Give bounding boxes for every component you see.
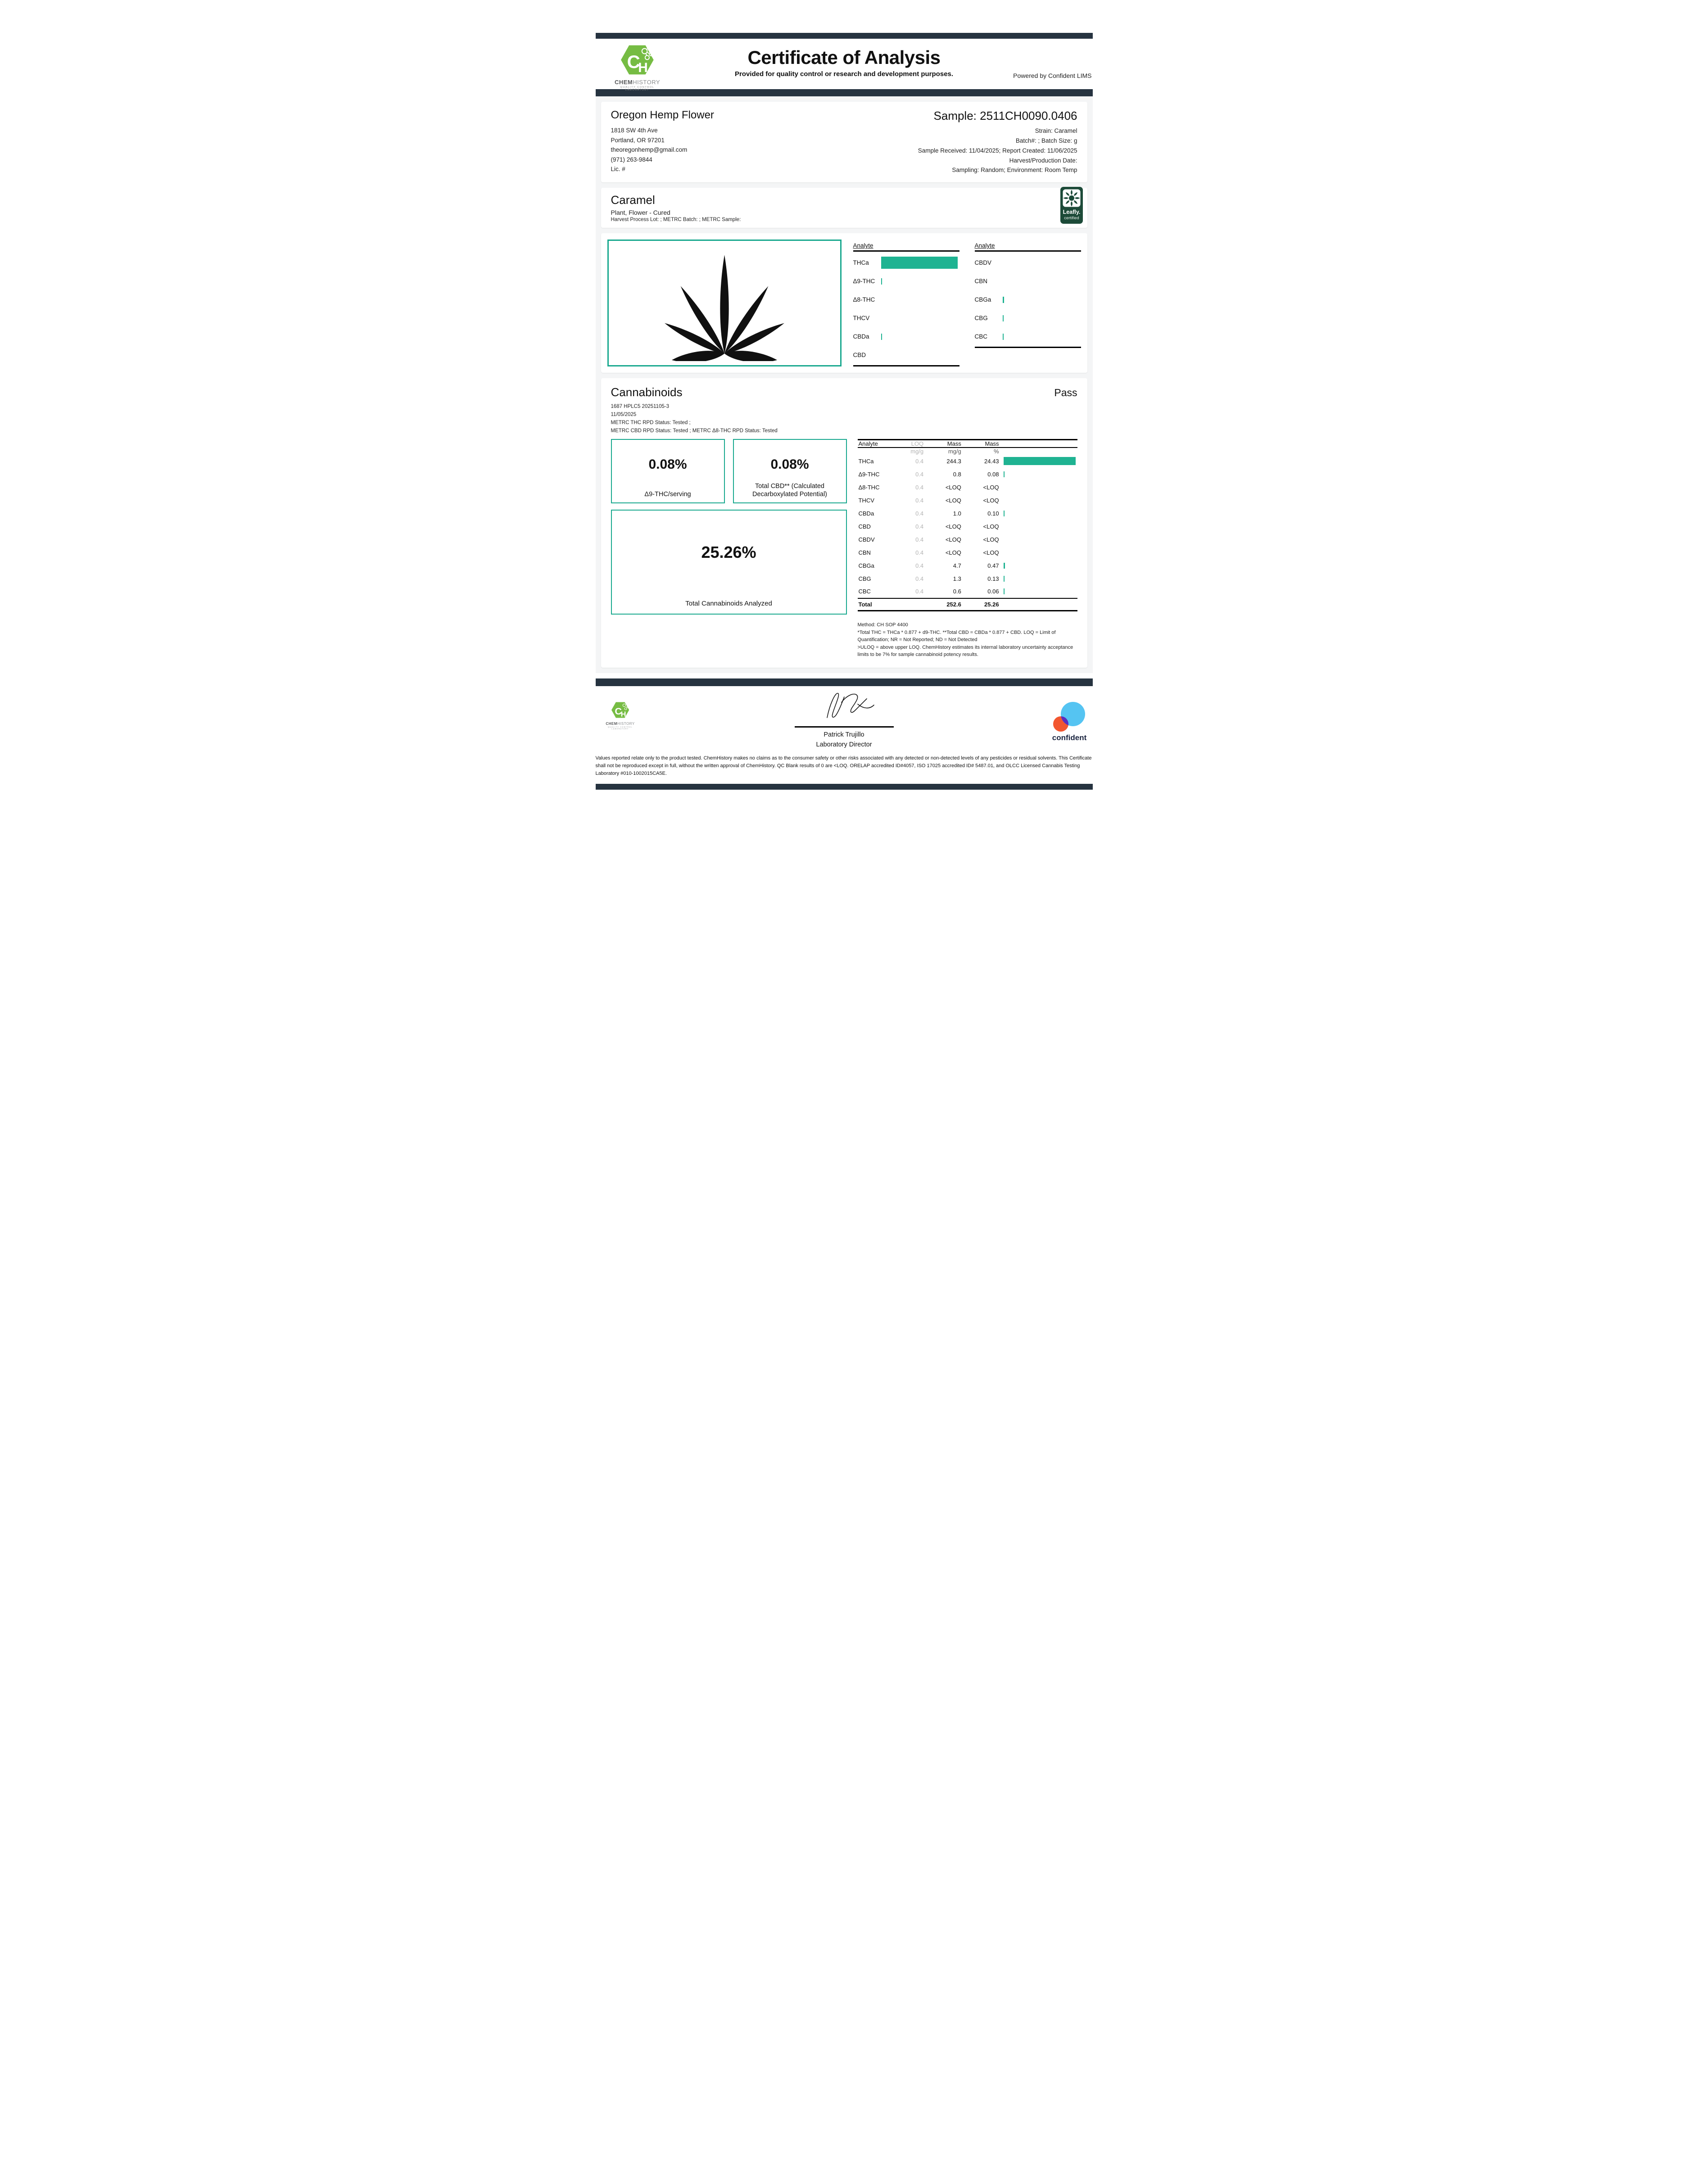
method-run-id: 1687 HPLC5 20251105-3 [611, 404, 670, 410]
analyte-label: CBC [974, 333, 988, 340]
cell-mass-pct: <LOQ [983, 536, 999, 543]
cell-loq: 0.4 [915, 562, 924, 569]
cell-mass-pct: 0.08 [987, 470, 999, 478]
overview-row [975, 290, 1081, 309]
footer-chemhistory-logo [596, 689, 695, 730]
overview-col-left [853, 242, 959, 366]
cannabinoid-table-rows [858, 455, 1077, 598]
stat-box-total-cbd [733, 439, 847, 503]
divider [975, 250, 1081, 252]
footer-tagline: QUALITY CONTROL LABORATORY [608, 726, 633, 730]
powered-by-label: Powered by Confident LIMS [1013, 72, 1092, 79]
stat-boxes [611, 439, 847, 659]
client-address-line2: Portland, OR 97201 [611, 136, 665, 144]
analyte-label: Δ9-THC [853, 278, 875, 285]
strain-name: Caramel [611, 193, 655, 207]
strain-card [601, 188, 1087, 228]
svg-text:C: C [614, 705, 622, 717]
col-header-mass-pct: Mass [962, 439, 1000, 448]
analyte-bar [881, 334, 882, 340]
confident-logo-text: confident [1052, 733, 1086, 742]
stat-value: 25.26% [701, 543, 756, 561]
method-note-line1: Method: CH SOP 4400 [857, 622, 908, 628]
analyte-bar [1003, 334, 1004, 340]
sample-strain: Strain: Caramel [1035, 127, 1077, 134]
cell-mass-mgg: 0.6 [953, 588, 961, 595]
analyte-label: CBN [974, 278, 988, 285]
cell-analyte: CBG [858, 575, 871, 582]
cell-mass-mgg: 244.3 [946, 457, 961, 465]
bottom-accent-bar [596, 784, 1093, 790]
cell-loq: 0.4 [915, 457, 924, 465]
col-header-mass-mgg: Mass [924, 439, 962, 448]
overview-row [853, 327, 959, 346]
analyte-bar [1004, 588, 1005, 594]
divider [975, 347, 1081, 348]
cell-mass-mgg: 1.0 [953, 510, 961, 517]
leafly-badge-line1: Leafly. [1063, 209, 1080, 216]
unit-mass-mgg: mg/g [948, 448, 961, 455]
leafly-leaf-icon [1063, 190, 1080, 207]
cell-analyte: CBN [858, 549, 871, 556]
cell-loq: 0.4 [915, 549, 924, 556]
chemhistory-logo [608, 44, 667, 91]
leafly-badge-line2: certified [1063, 216, 1079, 221]
cell-analyte: Δ8-THC [858, 484, 880, 491]
cannabinoids-status: Pass [1054, 387, 1077, 399]
total-mass-pct: 25.26 [962, 598, 1000, 611]
cell-analyte: Δ9-THC [858, 470, 880, 478]
signature-line [795, 726, 894, 728]
stat-box-d9thc-serving [611, 439, 725, 503]
method-note-line3: >ULOQ = above upper LOQ. ChemHistory estimates its internal laboratory uncertainty acceptance limits to be 7% for sample cannabinoid potency results. [857, 644, 1073, 658]
cell-loq: 0.4 [915, 510, 924, 517]
unit-loq: mg/g [910, 448, 924, 455]
metrc-thc-status: METRC THC RPD Status: Tested ; [611, 420, 691, 425]
analyte-bar [1003, 297, 1004, 303]
analyte-label: CBG [974, 315, 988, 322]
content-panel [596, 96, 1093, 673]
cell-analyte: CBDa [858, 510, 874, 517]
divider [853, 250, 959, 252]
confident-lims-logo [994, 689, 1093, 746]
cannabis-leaf-image [634, 245, 815, 361]
analyte-label: CBDa [853, 333, 869, 340]
table-row [858, 481, 1077, 494]
overview-row [975, 253, 1081, 272]
cell-mass-mgg: 0.8 [953, 470, 961, 478]
cell-analyte: CBGa [858, 562, 874, 569]
analysis-date: 11/05/2025 [611, 412, 637, 418]
footer-accent-bar [596, 678, 1093, 686]
stat-label: Δ9-THC/serving [644, 491, 691, 498]
cell-mass-pct: 0.06 [987, 588, 999, 595]
overview-row [975, 309, 1081, 327]
analyte-label: CBD [853, 352, 866, 359]
cell-analyte: THCa [858, 457, 874, 465]
stat-value: 0.08% [648, 457, 687, 472]
client-address-line1: 1818 SW 4th Ave [611, 127, 658, 134]
signature-image [804, 689, 885, 724]
client-sample-card [601, 102, 1087, 182]
client-phone: (971) 263-9844 [611, 156, 652, 163]
strain-type: Plant, Flower - Cured [611, 209, 670, 217]
page-title: Certificate of Analysis [747, 47, 941, 68]
overview-row [853, 309, 959, 327]
cannabinoid-results-table [858, 439, 1077, 612]
table-row [858, 507, 1077, 520]
report-header [596, 39, 1093, 89]
sample-id: Sample: 2511CH0090.0406 [933, 109, 1077, 122]
total-mass-mgg: 252.6 [924, 598, 962, 611]
cell-analyte: CBC [858, 588, 871, 595]
overview-left-header: Analyte [853, 242, 873, 249]
sample-environment: Sampling: Random; Environment: Room Temp [952, 167, 1077, 174]
col-header-bar [1000, 439, 1077, 448]
col-header-analyte: Analyte [858, 439, 896, 448]
cell-mass-pct: <LOQ [983, 484, 999, 491]
overview-section [601, 233, 1087, 373]
overview-col-right [975, 242, 1081, 366]
signatory-name: Patrick Trujillo [824, 731, 864, 738]
chemhistory-wordmark [608, 79, 667, 86]
table-row [858, 494, 1077, 507]
analyte-label: CBDV [974, 259, 992, 267]
cannabinoids-heading: Cannabinoids [611, 385, 683, 399]
cell-mass-mgg: <LOQ [945, 536, 961, 543]
overview-right-header: Analyte [974, 242, 995, 249]
overview-row [975, 272, 1081, 290]
cell-analyte: THCV [858, 497, 874, 504]
method-notes [858, 621, 1077, 659]
analyte-label: CBGa [974, 296, 991, 303]
cell-loq: 0.4 [915, 470, 924, 478]
client-email: theoregonhemp@gmail.com [611, 146, 688, 154]
divider [853, 365, 959, 366]
analyte-bar [1004, 457, 1076, 465]
cell-mass-pct: 24.43 [984, 457, 999, 465]
cell-mass-mgg: <LOQ [945, 549, 961, 556]
overview-row [853, 346, 959, 364]
client-info [611, 109, 714, 175]
method-note-line2: *Total THC = THCa * 0.877 + d9-THC. **Total CBD = CBDa * 0.877 + CBD. LOQ = Limit of Quantification; NR = Not Reported; ND = Not Detected [857, 629, 1056, 643]
sample-info [918, 109, 1077, 175]
top-accent-bar [596, 33, 1093, 39]
cell-mass-mgg: <LOQ [945, 497, 961, 504]
wordmark-light: HISTORY [633, 79, 661, 86]
signature-section [596, 689, 1093, 748]
overview-row [853, 290, 959, 309]
footer-wordmark-light: HISTORY [617, 721, 635, 726]
analyte-label: Δ8-THC [853, 296, 875, 303]
unit-blank [858, 448, 896, 455]
table-row [858, 559, 1077, 572]
cell-analyte: CBDV [858, 536, 875, 543]
strain-info [611, 193, 741, 222]
cell-mass-mgg: <LOQ [945, 484, 961, 491]
cell-loq: 0.4 [915, 536, 924, 543]
analyte-bar [1004, 511, 1005, 516]
signatory-role: Laboratory Director [816, 741, 872, 748]
client-name: Oregon Hemp Flower [611, 109, 714, 121]
total-label: Total [858, 598, 896, 611]
analyte-bar [1004, 576, 1005, 582]
analyte-bar [1003, 315, 1004, 321]
sample-batch: Batch#: ; Batch Size: g [1015, 137, 1077, 144]
overview-row [975, 327, 1081, 346]
table-row [858, 585, 1077, 598]
table-row [858, 468, 1077, 481]
svg-text:H: H [620, 710, 626, 719]
cell-loq: 0.4 [915, 523, 924, 530]
analyte-bar [881, 257, 958, 269]
chemhistory-tagline: QUALITY CONTROL LABORATORY [620, 86, 655, 91]
stat-label: Total CBD** (Calculated Decarboxylated Potential) [752, 483, 828, 498]
page-subtitle: Provided for quality control or research and development purposes. [734, 70, 954, 78]
analyte-bar [1004, 563, 1005, 569]
table-row [858, 533, 1077, 546]
cell-loq: 0.4 [915, 484, 924, 491]
analyte-bar [881, 278, 882, 285]
chemhistory-logo-icon [620, 44, 655, 76]
cell-mass-mgg: 1.3 [953, 575, 961, 582]
table-row [858, 546, 1077, 559]
strain-metrc-line: Harvest Process Lot: ; METRC Batch: ; METRC Sample: [611, 217, 741, 223]
cell-mass-pct: 0.10 [987, 510, 999, 517]
header-divider-bar [596, 89, 1093, 96]
cell-mass-pct: <LOQ [983, 523, 999, 530]
cannabinoids-section [601, 378, 1087, 667]
sample-dates: Sample Received: 11/04/2025; Report Created: 11/06/2025 [918, 147, 1077, 154]
overview-row [853, 272, 959, 290]
cell-mass-pct: 0.47 [987, 562, 999, 569]
cannabinoids-meta [611, 403, 1077, 435]
cell-mass-mgg: <LOQ [945, 523, 961, 530]
cell-loq: 0.4 [915, 497, 924, 504]
table-row [858, 455, 1077, 468]
stat-value: 0.08% [770, 457, 809, 472]
cell-loq: 0.4 [915, 588, 924, 595]
metrc-cbd-status: METRC CBD RPD Status: Tested ; METRC Δ8-THC RPD Status: Tested [611, 428, 778, 434]
product-image-box [607, 240, 842, 366]
cell-mass-mgg: 4.7 [953, 562, 961, 569]
logo-letter-h: H [638, 60, 648, 76]
unit-mass-pct: % [994, 448, 999, 455]
client-license: Lic. # [611, 166, 625, 173]
logo-letter-c: C [627, 52, 640, 72]
analyte-overview-chart [853, 240, 1081, 366]
table-row [858, 572, 1077, 585]
wordmark-bold: CHEM [614, 79, 633, 86]
analyte-bar [1004, 471, 1005, 477]
footer-wordmark-bold: CHEM [606, 721, 617, 726]
sample-harvest-date: Harvest/Production Date: [1009, 157, 1077, 164]
cell-loq: 0.4 [915, 575, 924, 582]
analyte-label: THCa [853, 259, 869, 267]
legal-disclaimer: Values reported relate only to the product tested. ChemHistory makes no claims as to the consumer safety or other risks associated with any detected or non-detected levels of any pesticides or residual solvents. This Certificate shall not be reproduced except in full, without the written approval of ChemHistory. QC Blank results of 0 are <LOQ. ORELAP accredited ID#4057, ISO 17025 accredited ID# 5487.01, and OLCC Licensed Cannabis Testing Laboratory #010-1002015CA5E. [595, 755, 1092, 776]
cell-mass-pct: <LOQ [983, 497, 999, 504]
table-row [858, 520, 1077, 533]
cell-analyte: CBD [858, 523, 871, 530]
analyte-label: THCV [853, 315, 870, 322]
cell-mass-pct: <LOQ [983, 549, 999, 556]
certificate-page [563, 0, 1126, 790]
col-header-loq: LOQ [896, 439, 924, 448]
stat-label: Total Cannabinoids Analyzed [685, 599, 772, 607]
cell-mass-pct: 0.13 [987, 575, 999, 582]
stat-box-total-cannabinoids [611, 510, 847, 615]
leafly-certified-badge [1060, 187, 1083, 226]
overview-row [853, 253, 959, 272]
